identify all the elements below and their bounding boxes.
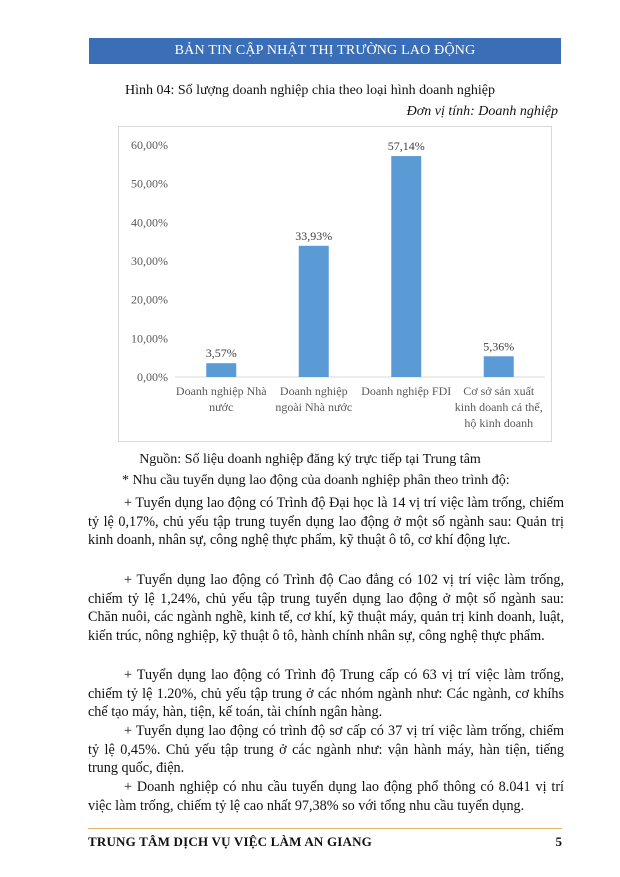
y-tick-label: 20,00% [131, 292, 168, 307]
figure-unit: Đơn vị tính: Doanh nghiệp [406, 104, 558, 119]
bar [484, 356, 514, 377]
figure-source: Nguồn: Số liệu doanh nghiệp đăng ký trực tiếp tại Trung tâm [139, 452, 481, 467]
bar [299, 246, 329, 377]
paragraph-intermediate: + Tuyển dụng lao động có Trình độ Trung cấp có 63 vị trí việc làm trống, chiếm tỷ lệ 1.20%, chủ yếu tập trung ở các nhóm ngành như: Các ngành, cơ khíhs chế tạo máy, hàn, tiện, kế toán, tài chính ngân hàng. [88, 667, 564, 720]
x-category-label: Doanh nghiệp FDI [361, 384, 452, 398]
bar-chart [118, 126, 552, 442]
x-category-label: Doanh nghiệp [279, 384, 348, 398]
y-tick-label: 40,00% [131, 215, 168, 230]
footer-organization: TRUNG TÂM DỊCH VỤ VIỆC LÀM AN GIANG [88, 834, 372, 849]
data-label: 5,36% [483, 339, 515, 354]
x-category-label: Doanh nghiệp Nhà [175, 384, 267, 398]
y-tick-label: 10,00% [131, 331, 168, 346]
paragraph-university: + Tuyển dụng lao động có Trình độ Đại học là 14 vị trí việc làm trống, chiếm tỷ lệ 0,17%, chủ yếu tập trung tuyển dụng lao động ở một số ngành sau: Quản trị kinh doanh, nhân sự, công nghệ thực phẩm, kỹ thuật ô tô, cơ khí động lực. [88, 495, 564, 548]
data-label: 3,57% [205, 346, 237, 361]
chart-canvas [119, 127, 553, 443]
bar [206, 363, 236, 377]
y-tick-label: 60,00% [131, 138, 168, 152]
bar [391, 156, 421, 377]
data-label: 57,14% [387, 139, 425, 154]
y-tick-label: 50,00% [131, 176, 168, 191]
page-number: 5 [555, 834, 562, 849]
paragraph-college: + Tuyển dụng lao động có Trình độ Cao đẳng có 102 vị trí việc làm trống, chiếm tỷ lệ 1,24%, chủ yếu tập trung tuyển dụng lao động ở một số ngành sau: Chăn nuôi, các ngành nghề, kinh tế, cơ khí, kỹ thuật máy, quản trị kinh doanh, luật, kiến trúc, nông nghiệp, kỹ thuật ô tô, hành chính nhân sự, công nghệ thực phẩm. [88, 572, 564, 644]
x-category-label: ngoài Nhà nước [275, 400, 353, 414]
x-category-label: nước [209, 400, 234, 414]
paragraph-elementary: + Tuyển dụng lao động có trình độ sơ cấp có 37 vị trí việc làm trống, chiếm tỷ lệ 0,45%. Chủ yếu tập trung ở các ngành như: vận hành máy, hàn tiện, tiếng trung quốc, điện. [88, 723, 564, 776]
figure-title: Hình 04: Số lượng doanh nghiệp chia theo loại hình doanh nghiệp [125, 83, 495, 98]
data-label: 33,93% [295, 228, 333, 243]
y-tick-label: 0,00% [137, 370, 168, 384]
x-category-label: kinh doanh cá thể, [454, 400, 543, 414]
paragraph-general-labor: + Doanh nghiệp có nhu cầu tuyển dụng lao động phổ thông có 8.041 vị trí việc làm trống, chiếm tỷ lệ cao nhất 97,38% so với tổng nhu cầu tuyển dụng. [88, 779, 564, 814]
footer-divider [88, 828, 562, 829]
header-banner: BẢN TIN CẬP NHẬT THỊ TRƯỜNG LAO ĐỘNG [89, 38, 561, 64]
x-category-label: hộ kinh doanh [464, 416, 534, 430]
section-heading: * Nhu cầu tuyển dụng lao động của doanh nghiệp phân theo trình độ: [122, 473, 510, 488]
x-category-label: Cơ sở sản xuất [463, 384, 535, 398]
y-tick-label: 30,00% [131, 254, 168, 268]
